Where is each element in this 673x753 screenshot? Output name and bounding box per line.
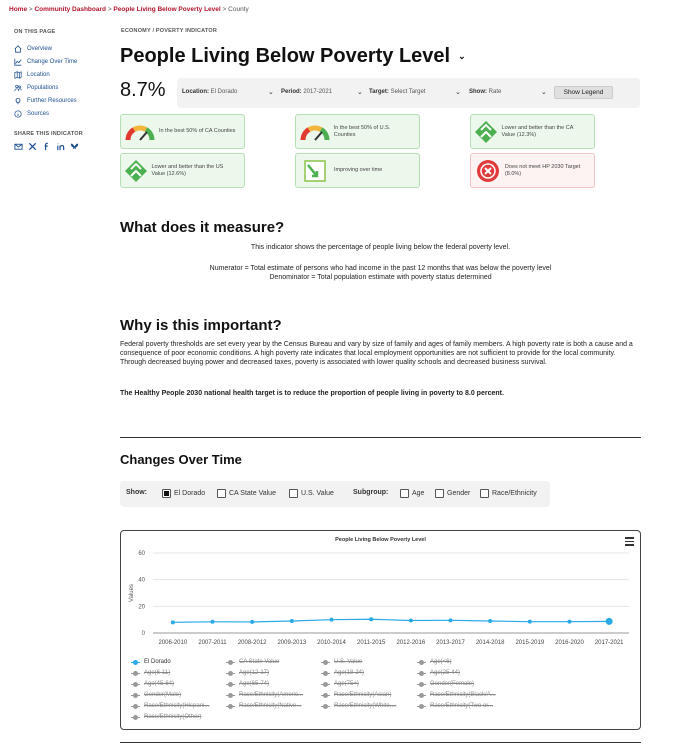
data-point	[528, 620, 532, 624]
data-point	[250, 620, 254, 624]
comparison-card[interactable]	[295, 114, 420, 149]
legend-item[interactable]	[226, 670, 269, 676]
breadcrumb-indicator[interactable]: People Living Below Poverty Level	[113, 6, 221, 13]
x-tick-label: 2010-2014	[317, 640, 346, 646]
location-value: El Dorado	[210, 89, 238, 95]
period-value: 2017-2021	[303, 89, 333, 95]
legend-label: Gender(Male)	[144, 692, 182, 698]
legend-marker-icon	[131, 660, 140, 665]
legend-label: Age(65-74)	[239, 681, 270, 687]
legend-item[interactable]	[417, 670, 460, 676]
filter-bar	[177, 78, 640, 108]
legend-item[interactable]	[321, 681, 359, 687]
show-label: Show:	[469, 89, 487, 95]
map-icon	[14, 71, 22, 79]
legend-marker-icon	[417, 660, 426, 665]
legend-label: Age(75+)	[334, 681, 359, 687]
y-tick-label: 20	[138, 604, 145, 611]
show-legend-button[interactable]: Show Legend	[554, 86, 613, 99]
data-point	[409, 618, 413, 622]
legend-item[interactable]	[131, 714, 201, 720]
data-point	[171, 620, 175, 624]
target-select[interactable]	[369, 89, 461, 96]
bluesky-icon[interactable]	[70, 142, 79, 151]
data-point	[449, 618, 453, 622]
data-point	[488, 619, 492, 623]
legend-label: Race/Ethnicity(Americ...	[239, 692, 304, 698]
legend-marker-icon	[321, 693, 330, 698]
chevron-down-icon: ⌄	[455, 89, 461, 96]
subgroup-race-checkbox[interactable]	[480, 489, 537, 498]
x-tick-label: 2011-2015	[357, 640, 386, 646]
breadcrumb	[9, 6, 249, 13]
linkedin-icon[interactable]	[56, 142, 65, 151]
card-text: Lower and better than the CA Value (12.3%)	[501, 124, 574, 138]
indicator-value: 8.7%	[120, 79, 166, 101]
diamond-arrows-icon	[471, 120, 502, 144]
y-tick-label: 40	[138, 577, 145, 584]
option-label: U.S. Value	[301, 490, 334, 497]
legend-marker-icon	[226, 660, 235, 665]
legend-marker-icon	[131, 693, 140, 698]
measure-description: This indicator shows the percentage of people living below the federal poverty level.	[250, 244, 511, 251]
legend-item[interactable]	[417, 681, 474, 687]
legend-marker-icon	[417, 671, 426, 676]
chevron-down-icon: ⌄	[357, 89, 363, 96]
location-select[interactable]	[182, 89, 274, 96]
y-axis-label: Values	[129, 584, 135, 602]
changes-heading: Changes Over Time	[120, 452, 242, 467]
comparison-card[interactable]	[120, 114, 245, 149]
breadcrumb-dashboard[interactable]: Community Dashboard	[34, 6, 106, 13]
legend-item[interactable]	[131, 703, 209, 709]
facebook-icon[interactable]	[42, 142, 51, 151]
legend-marker-icon	[321, 660, 330, 665]
checkbox[interactable]	[400, 489, 409, 498]
denominator-text: Denominator = Total population estimate with poverty status determined	[269, 274, 492, 281]
bulb-icon	[14, 97, 22, 105]
period-select[interactable]	[281, 89, 363, 96]
legend-marker-icon	[131, 671, 140, 676]
x-tick-label: 2014-2018	[475, 640, 505, 646]
legend-item[interactable]	[321, 692, 391, 698]
legend-marker-icon	[131, 704, 140, 709]
checkbox[interactable]	[289, 489, 298, 498]
legend-label: Race/Ethnicity(Hispani...	[144, 703, 210, 709]
legend-item[interactable]	[321, 670, 364, 676]
gauge-icon	[121, 122, 159, 142]
card-text: In the best 50% of U.S. Counties	[333, 124, 391, 138]
checkbox[interactable]	[217, 489, 226, 498]
nav-item-populations[interactable]	[14, 81, 77, 94]
nav-item-label: Change Over Time	[27, 58, 78, 65]
chevron-down-icon: ⌄	[268, 89, 274, 96]
nav-item-change-over-time[interactable]	[14, 55, 77, 68]
series-toggle-bar	[120, 481, 550, 507]
legend-label: Age(<6)	[430, 659, 452, 665]
x-tick-label: 2008-2012	[237, 640, 267, 646]
nav-item-sources[interactable]	[14, 107, 77, 120]
option-label: CA State Value	[229, 490, 276, 497]
subgroup-gender-checkbox[interactable]	[435, 489, 470, 498]
data-point	[211, 620, 215, 624]
nav-item-overview[interactable]	[14, 42, 77, 55]
legend-marker-icon	[321, 704, 330, 709]
x-tick-label: 2007-2011	[198, 640, 227, 646]
legend-label: Race/Ethnicity(White,...	[334, 703, 397, 709]
nav-item-label: Overview	[27, 45, 53, 52]
period-label: Period:	[281, 89, 302, 95]
legend-marker-icon	[226, 671, 235, 676]
show-select[interactable]	[469, 89, 547, 96]
legend-item[interactable]	[226, 681, 269, 687]
legend-label: U.S. Value	[334, 659, 363, 665]
legend-label: Race/Ethnicity(Native...	[239, 703, 302, 709]
legend-item[interactable]	[417, 659, 452, 665]
card-text: Improving over time	[334, 167, 383, 173]
trend-down-icon	[296, 160, 334, 182]
legend-item[interactable]	[131, 692, 181, 698]
breadcrumb-sep: >	[28, 6, 33, 13]
show-us-value-checkbox[interactable]	[289, 489, 334, 498]
legend-label: Gender(Female)	[430, 681, 475, 687]
legend-marker-icon	[226, 704, 235, 709]
chart-title: People Living Below Poverty Level	[335, 537, 426, 543]
page-title-text: People Living Below Poverty Level	[120, 45, 451, 67]
legend-item[interactable]	[131, 681, 174, 687]
legend-label: CA State Value	[239, 659, 280, 665]
chart-container	[120, 530, 641, 730]
legend-label: Race/Ethnicity(Other)	[144, 714, 202, 720]
category-eyebrow: ECONOMY / POVERTY INDICATOR	[121, 28, 218, 34]
show-ca-state-checkbox[interactable]	[217, 489, 276, 498]
comparison-card[interactable]	[295, 153, 420, 188]
legend-marker-icon	[321, 682, 330, 687]
nav-item-label: Populations	[27, 84, 59, 91]
share-links	[14, 142, 79, 151]
numerator-text: Numerator = Total estimate of persons who had income in the past 12 months that was below the poverty level	[209, 265, 552, 272]
checkbox-checked[interactable]	[162, 489, 171, 498]
subgroup-label: Subgroup:	[353, 489, 389, 496]
trend-icon	[14, 58, 22, 66]
share-heading: SHARE THIS INDICATOR	[14, 131, 83, 137]
on-this-page-heading: ON THIS PAGE	[14, 29, 56, 35]
legend-item[interactable]	[226, 703, 301, 709]
gauge-icon	[296, 122, 334, 142]
legend-marker-icon	[226, 682, 235, 687]
x-tick-label: 2016-2020	[555, 640, 584, 646]
legend-label: Age(25-44)	[430, 670, 461, 676]
option-label: Age	[412, 490, 425, 497]
location-label: Location:	[182, 89, 209, 95]
x-tick-label: 2009-2013	[277, 640, 307, 646]
data-point	[369, 617, 373, 621]
importance-heading: Why is this important?	[120, 317, 282, 334]
legend-label: Age(18-24)	[334, 670, 365, 676]
x-tick-label: 2012-2016	[396, 640, 426, 646]
info-icon	[14, 110, 22, 118]
comparison-card[interactable]	[470, 153, 595, 188]
people-icon	[14, 84, 22, 92]
nav-item-location[interactable]	[14, 68, 77, 81]
measure-heading: What does it measure?	[120, 219, 285, 236]
home-icon	[14, 45, 22, 53]
legend-marker-icon	[417, 704, 426, 709]
section-divider	[120, 437, 641, 438]
data-point	[606, 618, 613, 625]
legend-item[interactable]	[417, 703, 493, 709]
data-point	[290, 619, 294, 623]
legend-item[interactable]	[321, 659, 362, 665]
checkbox[interactable]	[435, 489, 444, 498]
data-point	[330, 618, 334, 622]
card-text: Lower and better than the US Value (12.6%)	[151, 163, 224, 177]
option-label: El Dorado	[174, 490, 206, 497]
legend-marker-icon	[417, 682, 426, 687]
x-tick-label: 2013-2017	[436, 640, 465, 646]
show-value: Rate	[488, 89, 502, 95]
legend-label: Race/Ethnicity(Two or...	[430, 703, 494, 709]
page-nav	[14, 42, 77, 120]
x-icon[interactable]	[28, 142, 37, 151]
chevron-down-icon[interactable]: ⌄	[458, 51, 466, 61]
checkbox[interactable]	[480, 489, 489, 498]
legend-item[interactable]	[131, 659, 171, 665]
data-point	[568, 620, 572, 624]
card-text: Does not meet HP 2030 Target (8.0%)	[504, 163, 581, 177]
series-line	[173, 619, 609, 622]
option-label: Gender	[447, 490, 471, 497]
subgroup-age-checkbox[interactable]	[400, 489, 424, 498]
comparison-card[interactable]	[470, 114, 595, 149]
email-icon[interactable]	[14, 142, 23, 151]
nav-item-label: Sources	[27, 110, 50, 117]
legend-item[interactable]	[131, 670, 170, 676]
importance-body: Federal poverty thresholds are set every year by the Census Bureau and vary by size of family and ages of family members. A high poverty rate is both a cause and a consequence of poor economic conditions. A high poverty rate indicates that local employment opportunities are not sufficient to provide for the local community. Through decreased buying power and decreased taxes, poverty is associated with lower quality schools and decreased business survival.	[120, 341, 633, 366]
nav-item-label: Location	[27, 71, 50, 78]
legend-marker-icon	[131, 682, 140, 687]
legend-item[interactable]	[321, 703, 396, 709]
diamond-arrows-icon	[121, 159, 151, 183]
target-label: Target:	[369, 89, 389, 95]
breadcrumb-sep: >	[222, 6, 227, 13]
breadcrumb-sep: >	[107, 6, 112, 13]
page-title[interactable]	[120, 45, 466, 68]
y-tick-label: 0	[141, 631, 145, 637]
card-text: In the best 50% of CA Counties	[159, 128, 236, 134]
legend-item[interactable]	[417, 692, 496, 698]
hp2030-target-text: The Healthy People 2030 national health target is to reduce the proportion of people living in poverty to 8.0 percent.	[120, 390, 504, 397]
legend-marker-icon	[417, 693, 426, 698]
y-tick-label: 60	[138, 551, 145, 557]
breadcrumb-current: County	[228, 6, 249, 13]
comparison-card[interactable]	[120, 153, 245, 188]
legend-item[interactable]	[226, 692, 303, 698]
x-circle-icon	[471, 159, 505, 183]
legend-label: Age(45-64)	[144, 681, 175, 687]
legend-label: Race/Ethnicity(Asian)	[334, 692, 392, 698]
target-value: Select Target	[390, 89, 426, 95]
nav-item-label: Further Resources	[27, 97, 77, 104]
legend-label: Race/Ethnicity(Black/A...	[430, 692, 496, 698]
legend-marker-icon	[131, 715, 140, 720]
x-tick-label: 2006-2010	[158, 640, 188, 646]
legend-marker-icon	[226, 693, 235, 698]
line-chart	[121, 543, 640, 663]
show-el-dorado-checkbox[interactable]	[162, 489, 205, 498]
legend-label: Age(12-17)	[239, 670, 270, 676]
section-divider	[120, 742, 641, 743]
breadcrumb-home[interactable]: Home	[9, 6, 28, 13]
legend-marker-icon	[321, 671, 330, 676]
legend-label: Age(6-11)	[144, 670, 171, 676]
legend-label: El Dorado	[144, 659, 171, 665]
x-tick-label: 2015-2019	[515, 640, 545, 646]
chevron-down-icon: ⌄	[541, 89, 547, 96]
x-tick-label: 2017-2021	[594, 640, 624, 646]
show-label: Show:	[126, 489, 147, 496]
legend-item[interactable]	[226, 659, 279, 665]
option-label: Race/Ethnicity	[492, 490, 537, 497]
nav-item-further-resources[interactable]	[14, 94, 77, 107]
